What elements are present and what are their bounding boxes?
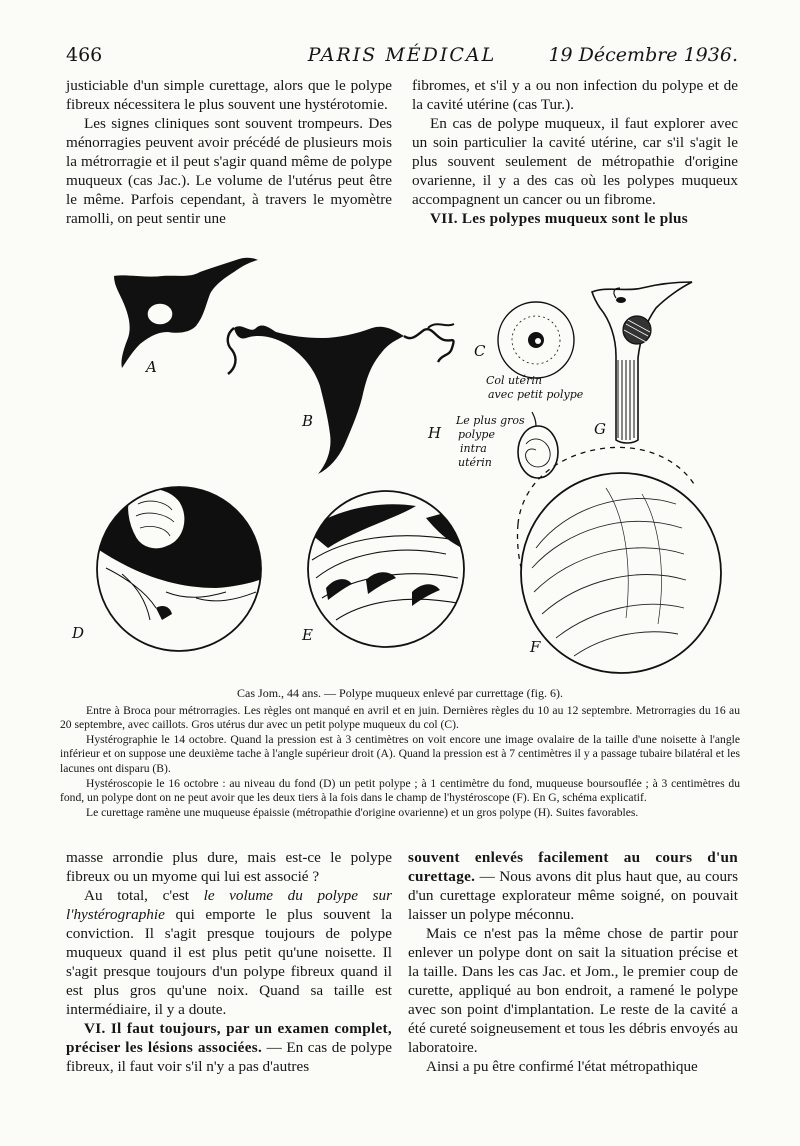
note-polyp-line3: intra xyxy=(460,442,487,455)
note-cervix-line2: avec petit polype xyxy=(488,388,584,401)
column-top-right xyxy=(412,76,738,228)
label-g: G xyxy=(594,420,606,438)
section-heading-vii-cont: souvent enlevés facilement au cours d'un curettage. xyxy=(408,849,738,885)
column-bottom-left xyxy=(66,848,392,1076)
section-heading-vi: VI. Il faut toujours, par un examen complet, préciser les lésions associées. xyxy=(66,1020,392,1056)
label-f: F xyxy=(530,638,541,656)
section-heading-text: VII. Les polypes muqueux sont le plus xyxy=(430,210,688,227)
paragraph: justiciable d'un simple curettage, alors que le polype fibreux nécessitera le plus souvent une hystérotomie. xyxy=(66,77,392,113)
running-header xyxy=(66,44,738,70)
paragraph: Ainsi a pu être confirmé l'état métropathique xyxy=(426,1058,698,1075)
figure-caption xyxy=(60,686,740,820)
hysteroscopy-d xyxy=(86,478,276,668)
label-d: D xyxy=(72,624,85,642)
caption-paragraph: Le curettage ramène une muqueuse épaissie (métropathie d'origine ovarienne) et un gros polype (H). Suites favorables. xyxy=(86,805,639,819)
hysterogram-b xyxy=(228,324,454,474)
schema-g xyxy=(592,282,692,443)
text-run: qui emporte le plus souvent la conviction. Il s'agit presque toujours de polype muqueux quand il est plus petit qu'une noisette. Il s'agit presque toujours d'un polype fibreux quand il est plus gros qu'une noix. Quand sa taille est intermédiaire, il y a doute. xyxy=(66,906,392,1018)
journal-title: PARIS MÉDICAL xyxy=(307,44,497,66)
text-run: — Nous avons dit plus haut que, au cours d'un curettage explorateur même soigné, on pouvait laisser un polype méconnu. xyxy=(408,868,738,923)
paragraph xyxy=(408,848,738,924)
cervix-c xyxy=(498,302,574,378)
label-e: E xyxy=(302,626,313,644)
paragraph xyxy=(66,1019,392,1076)
note-polyp-line4: utérin xyxy=(458,456,492,469)
caption-paragraph: Hystérographie le 14 octobre. Quand la pression est à 3 centimètres on voit encore une image ovalaire de la taille d'une noisette à l'angle inférieur et on suppose une deuxième tache à l'angle supérieur droit (A). Quand la pression est à 7 centimètres il y a passage tubaire bilatéral et les lacunes ont disparu (B). xyxy=(60,732,740,775)
label-a: A xyxy=(146,358,157,376)
hysterogram-a xyxy=(114,258,258,368)
section-heading-vii xyxy=(412,209,738,228)
paragraph: Les signes cliniques sont souvent trompeurs. Des ménorragies peuvent avoir précédé de plusieurs mois la métrorragie et il peut s'agir quand même de polype muqueux (cas Jac.). Le volume de l'utérus peut être le même. Parfois cependant, à travers le myomètre ramolli, on peut sentir une xyxy=(66,115,392,227)
hysteroscopy-f xyxy=(516,447,726,678)
issue-date: 19 Décembre 1936. xyxy=(548,44,738,66)
page-number: 466 xyxy=(66,44,103,66)
figure-6 xyxy=(66,248,738,680)
label-b: B xyxy=(302,412,314,430)
paragraph: En cas de polype muqueux, il faut explorer avec un soin particulier la cavité utérine, car s'il s'agit le plus souvent seulement de métropathie d'origine ovarienne, il y a des cas où les polypes muqueux accompagnent un cancer ou un fibrome. xyxy=(412,115,738,208)
text-run: Au total, c'est xyxy=(84,887,204,904)
label-c: C xyxy=(474,342,486,360)
paragraph: masse arrondie plus dure, mais est-ce le polype fibreux ou un myome qui lui est associé ? xyxy=(66,849,392,885)
note-polyp-line1: Le plus gros xyxy=(456,414,525,427)
column-bottom-right xyxy=(408,848,738,1076)
figure-drawings xyxy=(66,248,738,680)
emphasis-text: le volume du polype sur l'hystérographie xyxy=(66,887,393,923)
column-top-left xyxy=(66,76,392,228)
caption-title: Cas Jom., 44 ans. — Polype muqueux enlevé par currettage (fig. 6). xyxy=(237,686,563,700)
paragraph xyxy=(66,886,392,1019)
caption-paragraph: Entre à Broca pour métrorragies. Les règles ont manqué en avril et en juin. Dernières règles du 10 au 12 septembre. Metrorragies du 16 au 20 septembre, avec caillots. Gros utérus dur avec un petit polype muqueux du col (C). xyxy=(60,703,740,732)
caption-paragraph: Hystéroscopie le 16 octobre : au niveau du fond (D) un petit polype ; à 1 centimètre du fond, muqueuse boursouflée ; à 3 centimètres du fond, un polype dont on ne peut avoir que les deux tiers à la fois dans le champ de l'hystéroscope (F). En G, schéma explicatif. xyxy=(60,776,740,805)
note-polyp-line2: polype xyxy=(458,428,495,441)
text-run: — En cas de polype fibreux, il faut voir s'il n'y a pas d'autres xyxy=(66,1039,392,1075)
paragraph: Mais ce n'est pas la même chose de partir pour enlever un polype dont on sait la situation précise et la taille. Dans les cas Jac. et Jom., le premier coup de curette, appliqué au bon endroit, a ramené le polype avec son point d'implantation. Le reste de la cavité a été cureté soigneusement et tous les débris envoyés au laboratoire. xyxy=(408,925,738,1056)
label-h: H xyxy=(428,424,442,442)
paragraph: fibromes, et s'il y a ou non infection du polype et de la cavité utérine (cas Tur.). xyxy=(412,77,738,113)
hysteroscopy-e xyxy=(306,491,464,647)
note-cervix-line1: Col utérin xyxy=(486,374,542,387)
